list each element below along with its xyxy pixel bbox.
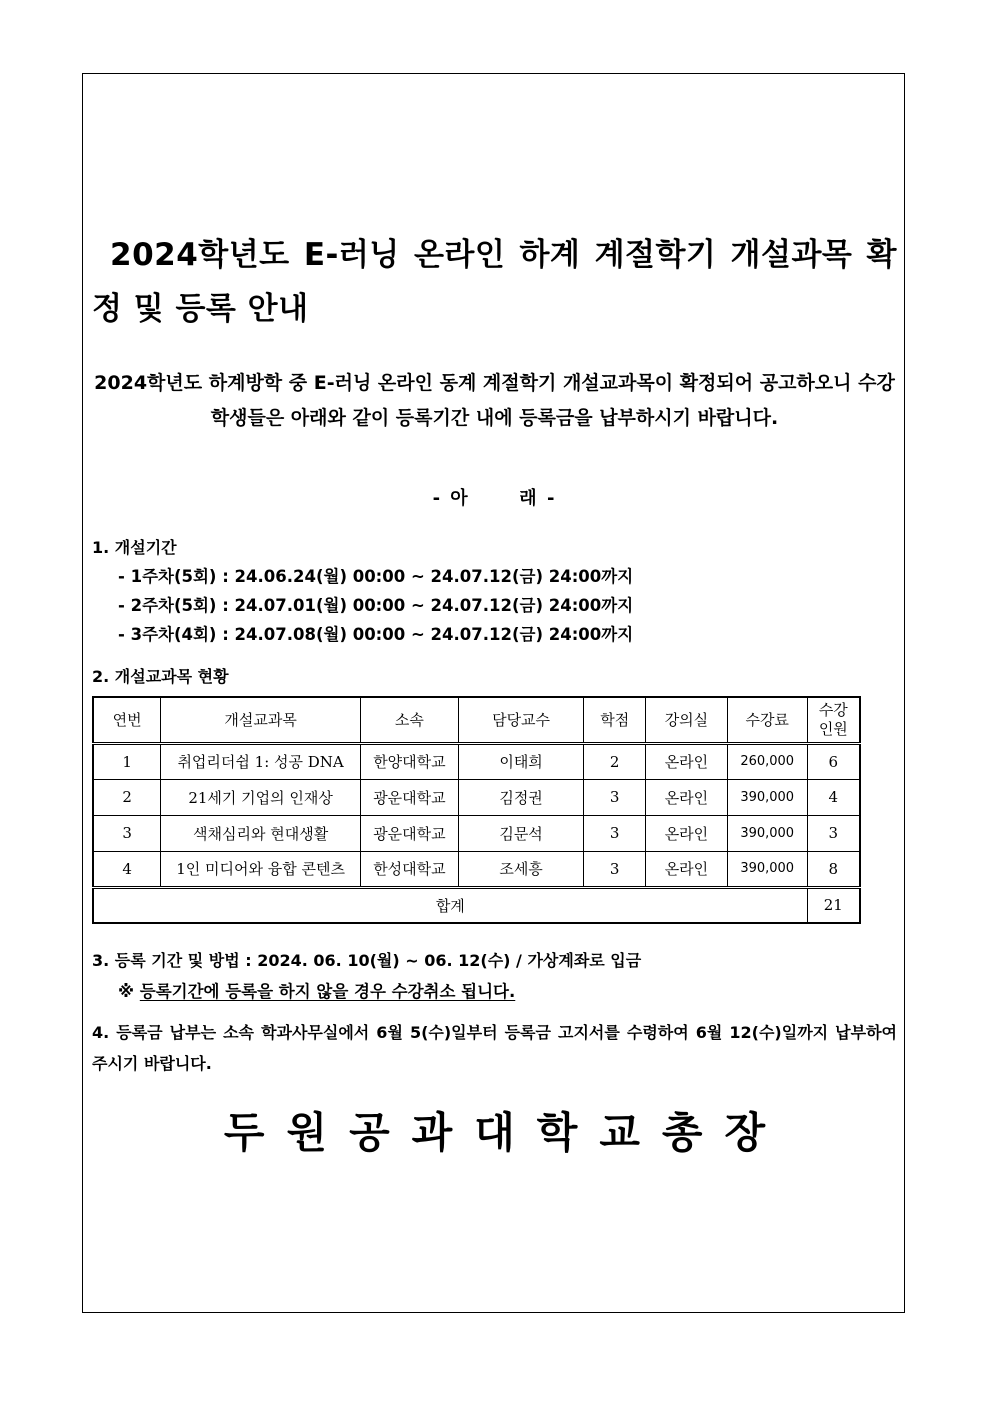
cell-room: 온라인 bbox=[646, 851, 728, 887]
col-header-school: 소속 bbox=[361, 697, 459, 743]
col-header-credit: 학점 bbox=[584, 697, 646, 743]
cell-fee: 260,000 bbox=[727, 743, 807, 779]
cell-fee: 390,000 bbox=[727, 815, 807, 851]
cell-count: 6 bbox=[807, 743, 860, 779]
table-row bbox=[93, 779, 860, 815]
table-header-row bbox=[93, 697, 860, 743]
cell-professor: 김정권 bbox=[458, 779, 583, 815]
table-row bbox=[93, 815, 860, 851]
course-table bbox=[92, 696, 861, 924]
document-title: 2024학년도 E-러닝 온라인 하계 계절학기 개설과목 확정 및 등록 안내 bbox=[92, 237, 897, 327]
table-row bbox=[93, 851, 860, 887]
col-header-enrollment-line2: 인원 bbox=[818, 719, 848, 738]
total-label: 합계 bbox=[93, 887, 807, 923]
cell-professor: 김문석 bbox=[458, 815, 583, 851]
section-2-heading: 2. 개설교과목 현황 bbox=[92, 667, 229, 686]
table-total-row bbox=[93, 887, 860, 923]
cell-no: 3 bbox=[93, 815, 161, 851]
cell-no: 4 bbox=[93, 851, 161, 887]
cell-count: 3 bbox=[807, 815, 860, 851]
cell-room: 온라인 bbox=[646, 815, 728, 851]
col-header-enrollment bbox=[807, 697, 860, 743]
cell-no: 2 bbox=[93, 779, 161, 815]
cell-school: 한성대학교 bbox=[361, 851, 459, 887]
section-3-registration: 3. 등록 기간 및 방법 : 2024. 06. 10(월) ~ 06. 12(수) / 가상계좌로 입금 bbox=[92, 951, 642, 970]
signature-president: 두원공과대학교총장 bbox=[223, 1108, 788, 1157]
cell-course: 취업리더쉽 1: 성공 DNA bbox=[161, 743, 361, 779]
cell-no: 1 bbox=[93, 743, 161, 779]
period-week-1: - 1주차(5회) : 24.06.24(월) 00:00 ~ 24.07.12(금) 24:00까지 bbox=[118, 567, 634, 586]
note-mark: ※ bbox=[118, 982, 140, 1001]
registration-note bbox=[118, 978, 515, 1002]
note-text: 등록기간에 등록을 하지 않을 경우 수강취소 됩니다. bbox=[139, 982, 516, 1001]
cell-school: 광운대학교 bbox=[361, 779, 459, 815]
cell-credit: 3 bbox=[584, 779, 646, 815]
section-1-heading: 1. 개설기간 bbox=[92, 538, 177, 557]
cell-professor: 이태희 bbox=[458, 743, 583, 779]
period-week-2: - 2주차(5회) : 24.07.01(월) 00:00 ~ 24.07.12(금) 24:00까지 bbox=[118, 596, 634, 615]
cell-credit: 3 bbox=[584, 815, 646, 851]
col-header-fee: 수강료 bbox=[727, 697, 807, 743]
cell-fee: 390,000 bbox=[727, 779, 807, 815]
col-header-professor: 담당교수 bbox=[458, 697, 583, 743]
col-header-room: 강의실 bbox=[646, 697, 728, 743]
cell-course: 21세기 기업의 인재상 bbox=[161, 779, 361, 815]
section-4-payment: 4. 등록금 납부는 소속 학과사무실에서 6월 5(수)일부터 등록금 고지서를 수령하여 6월 12(수)일까지 납부하여 주시기 바랍니다. bbox=[92, 1023, 897, 1073]
table-row bbox=[93, 743, 860, 779]
cell-credit: 2 bbox=[584, 743, 646, 779]
cell-credit: 3 bbox=[584, 851, 646, 887]
cell-school: 한양대학교 bbox=[361, 743, 459, 779]
below-marker: - 아 래 - bbox=[432, 488, 557, 509]
cell-professor: 조세흥 bbox=[458, 851, 583, 887]
cell-count: 8 bbox=[807, 851, 860, 887]
cell-fee: 390,000 bbox=[727, 851, 807, 887]
cell-course: 색채심리와 현대생활 bbox=[161, 815, 361, 851]
cell-school: 광운대학교 bbox=[361, 815, 459, 851]
cell-course: 1인 미디어와 융합 콘텐츠 bbox=[161, 851, 361, 887]
cell-count: 4 bbox=[807, 779, 860, 815]
col-header-course: 개설교과목 bbox=[161, 697, 361, 743]
col-header-no: 연번 bbox=[93, 697, 161, 743]
cell-room: 온라인 bbox=[646, 743, 728, 779]
col-header-enrollment-line1: 수강 bbox=[818, 700, 848, 719]
period-week-3: - 3주차(4회) : 24.07.08(월) 00:00 ~ 24.07.12(금) 24:00까지 bbox=[118, 625, 634, 644]
cell-room: 온라인 bbox=[646, 779, 728, 815]
intro-paragraph: 2024학년도 하계방학 중 E-러닝 온라인 동계 계절학기 개설교과목이 확정되어 공고하오니 수강 학생들은 아래와 같이 등록기간 내에 등록금을 납부하시기 바랍니다. bbox=[94, 372, 895, 429]
total-value: 21 bbox=[807, 887, 860, 923]
